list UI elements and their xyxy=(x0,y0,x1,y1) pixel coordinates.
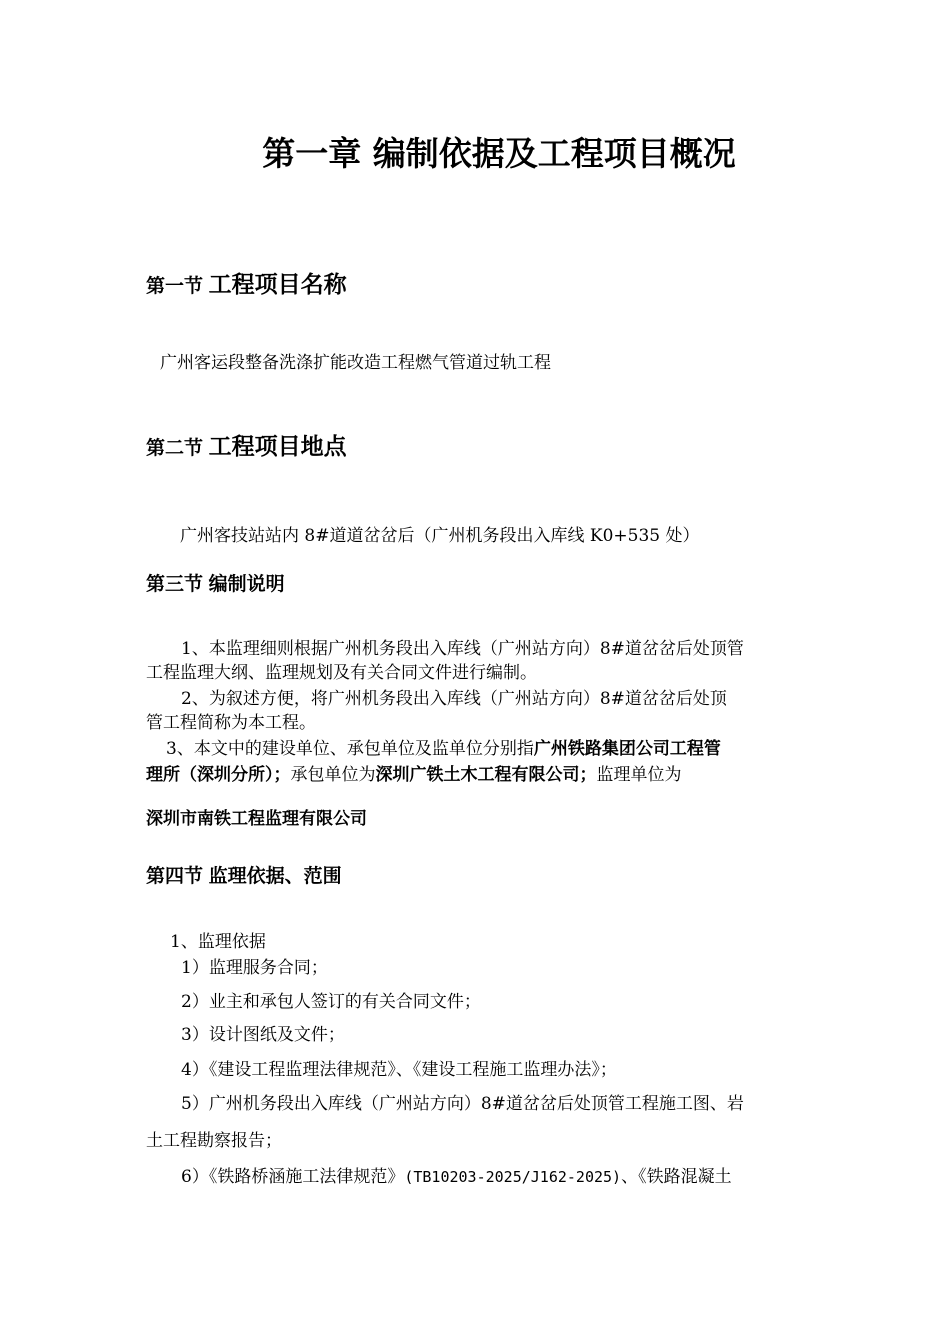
explanation-paragraph-2-line-2: 管工程简称为本工程。 xyxy=(146,713,316,733)
section-title: 监理依据、范围 xyxy=(208,865,342,887)
basis-heading: 1、监理依据 xyxy=(170,932,266,952)
explanation-paragraph-1-line-2: 工程监理大纲、监理规划及有关合同文件进行编制。 xyxy=(146,663,537,683)
section-number: 第三节 xyxy=(146,573,204,595)
basis-item-6-text-cont: 、《铁路混凝土 xyxy=(621,1167,732,1187)
explanation-paragraph-2-line-1: 2、为叙述方便，将广州机务段出入库线（广州站方向）8#道岔岔后处顶 xyxy=(181,689,727,709)
explanation-paragraph-3-line-1 xyxy=(166,734,721,759)
section-number: 第四节 xyxy=(146,865,204,887)
section-heading-4 xyxy=(146,861,342,888)
contractor-name: 深圳广铁土木工程有限公司 xyxy=(375,765,580,785)
explanation-paragraph-1-line-1: 1、本监理细则根据广州机务段出入库线（广州站方向）8#道岔岔后处顶管 xyxy=(181,639,744,659)
standard-code: (TB10203-2025/J162-2025) xyxy=(404,1168,622,1186)
explanation-text: 承包单位为 xyxy=(290,765,376,785)
section-heading-3 xyxy=(146,569,285,596)
explanation-paragraph-3-line-2 xyxy=(146,760,682,785)
basis-item-2: 2）业主和承包人签订的有关合同文件； xyxy=(181,992,481,1012)
basis-item-5-line-2: 土工程勘察报告； xyxy=(146,1131,282,1151)
explanation-text: 监理单位为 xyxy=(596,765,682,785)
section-heading-1 xyxy=(146,266,347,299)
section-number: 第二节 xyxy=(146,437,204,459)
client-unit-name: 广州铁路集团公司工程管 xyxy=(533,739,721,759)
section-title: 工程项目名称 xyxy=(208,272,347,298)
explanation-text: 3、本文中的建设单位、承包单位及监单位分别指 xyxy=(166,739,534,759)
basis-item-1: 1）监理服务合同； xyxy=(181,958,328,978)
supervisor-name: 深圳市南铁工程监理有限公司 xyxy=(146,809,367,829)
basis-item-3: 3）设计图纸及文件； xyxy=(181,1025,345,1045)
section-title: 工程项目地点 xyxy=(208,434,347,460)
basis-item-6 xyxy=(181,1162,732,1187)
basis-item-4: 4）《建设工程监理法律规范》、《建设工程施工监理办法》； xyxy=(181,1060,617,1080)
section-title: 编制说明 xyxy=(208,573,285,595)
client-unit-name-cont: 理所（深圳分所）； xyxy=(146,765,291,785)
chapter-title: 第一章 编制依据及工程项目概况 xyxy=(262,134,736,173)
separator: ； xyxy=(579,765,597,785)
section-heading-2 xyxy=(146,428,347,461)
section-number: 第一节 xyxy=(146,275,204,297)
project-location: 广州客技站站内 8#道道岔岔后（广州机务段出入库线 K0+535 处） xyxy=(180,526,700,546)
project-name: 广州客运段整备洗涤扩能改造工程燃气管道过轨工程 xyxy=(160,353,551,373)
basis-item-6-text: 6）《铁路桥涵施工法律规范》 xyxy=(181,1167,405,1187)
basis-item-5-line-1: 5）广州机务段出入库线（广州站方向）8#道岔岔后处顶管工程施工图、岩 xyxy=(181,1094,744,1114)
